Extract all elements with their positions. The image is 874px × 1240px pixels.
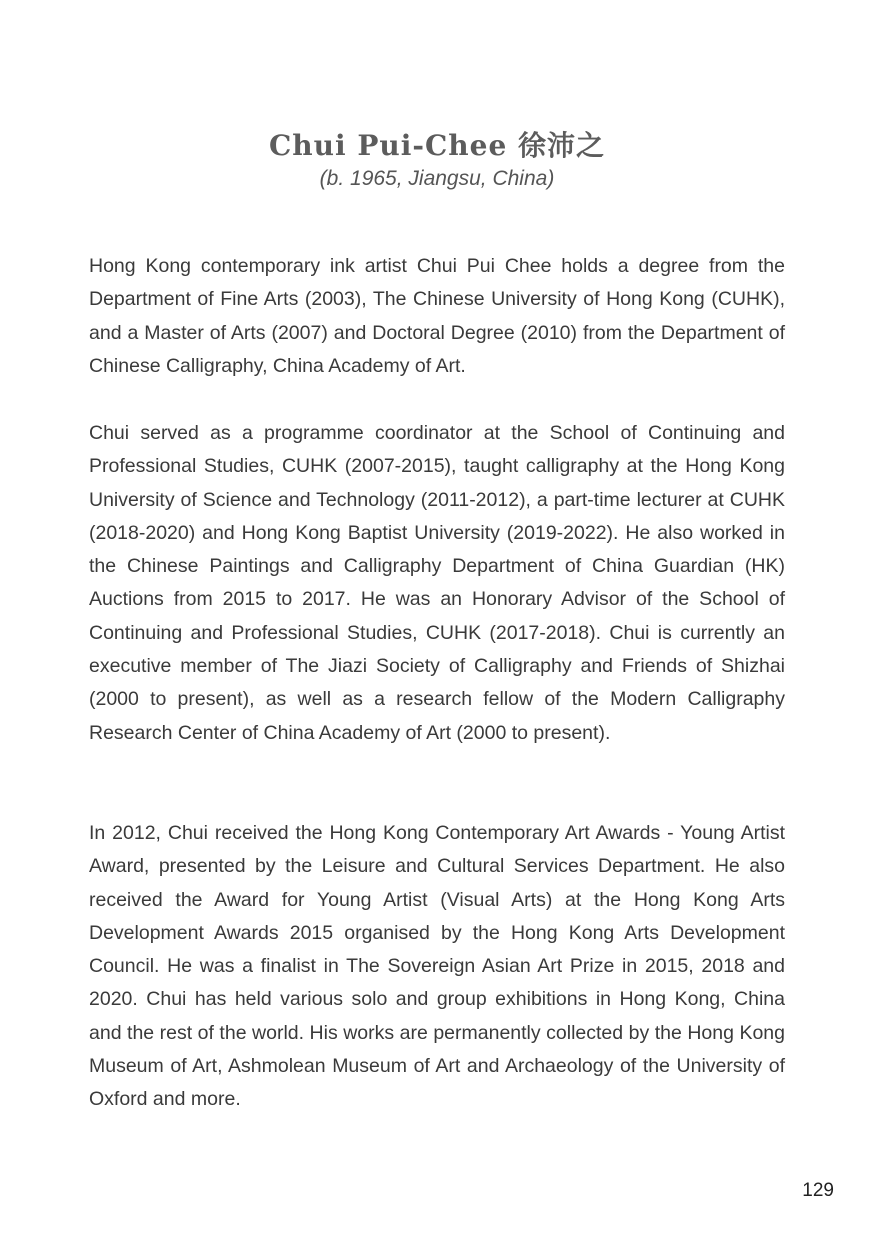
page-number: 129 bbox=[802, 1180, 834, 1201]
page-subtitle: (b. 1965, Jiangsu, China) bbox=[319, 167, 555, 190]
paragraph-awards: In 2012, Chui received the Hong Kong Contemporary Art Awards - Young Artist Award, presented by the Leisure and Cultural Services Department. He also received the Award for Young Artist (Visual Arts) at the Hong Kong Arts Development Awards 2015 organised by the Hong Kong Arts Development Council. He was a finalist in The Sovereign Asian Art Prize in 2015, 2018 and 2020. Chui has held various solo and group exhibitions in Hong Kong, China and the rest of the world. His works are permanently collected by the Hong Kong Museum of Art, Ashmolean Museum of Art and Archaeology of the University of Oxford and more. bbox=[89, 822, 785, 1111]
paragraph-career: Chui served as a programme coordinator at the School of Continuing and Professional Studies, CUHK (2007-2015), taught calligraphy at the Hong Kong University of Science and Technology (2011-2012), a part-time lecturer at CUHK (2018-2020) and Hong Kong Baptist University (2019-2022). He also worked in the Chinese Paintings and Calligraphy Department of China Guardian (HK) Auctions from 2015 to 2017. He was an Honorary Advisor of the School of Continuing and Professional Studies, CUHK (2017-2018). Chui is currently an executive member of The Jiazi Society of Calligraphy and Friends of Shizhai (2000 to present), as well as a research fellow of the Modern Calligraphy Research Center of China Academy of Art (2000 to present). bbox=[89, 422, 785, 744]
paragraph-education: Hong Kong contemporary ink artist Chui Pui Chee holds a degree from the Department of Fine Arts (2003), The Chinese University of Hong Kong (CUHK), and a Master of Arts (2007) and Doctoral Degree (2010) from the Department of Chinese Calligraphy, China Academy of Art. bbox=[89, 255, 785, 377]
page-title: Chui Pui-Chee 徐沛之 bbox=[268, 129, 606, 162]
